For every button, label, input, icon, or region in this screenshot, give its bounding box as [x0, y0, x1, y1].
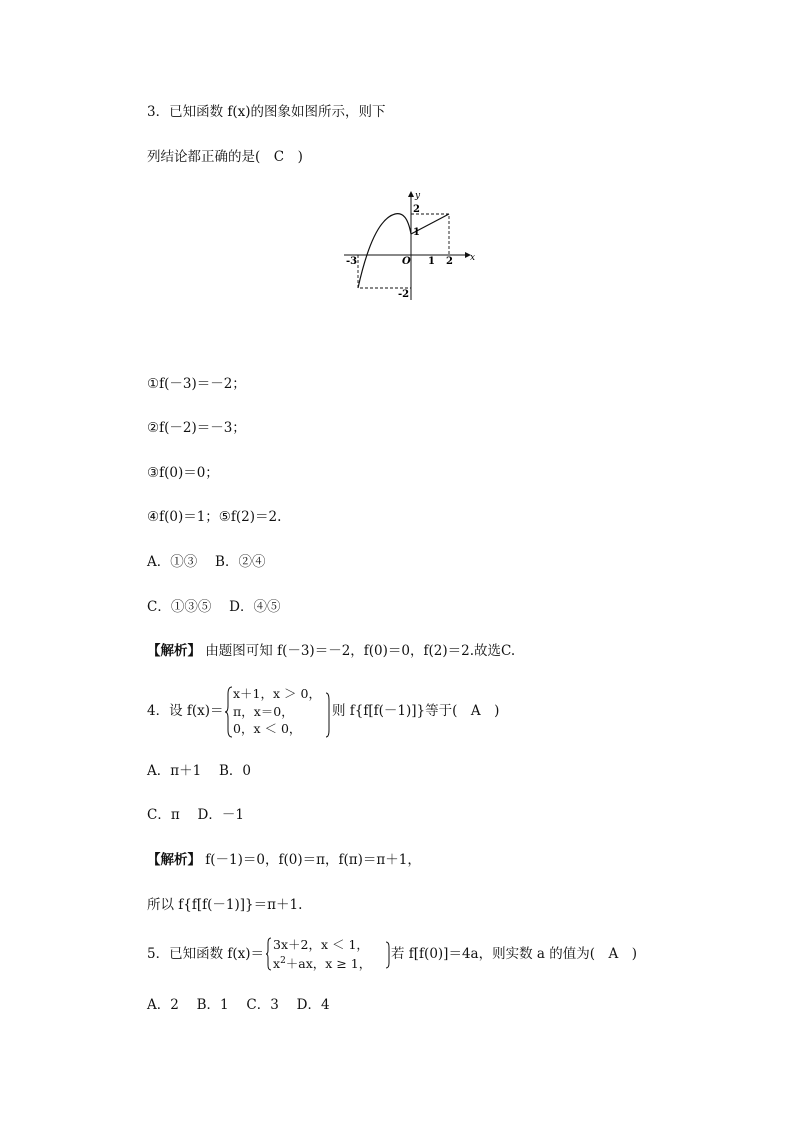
- q4-case3: 0，x ＜ 0，: [233, 721, 302, 736]
- q5-stem: [147, 935, 667, 973]
- q4-options-ab: A．π＋1 B．0: [147, 763, 252, 779]
- analysis-text: 由题图可知 f(－3)＝－2，f(0)＝0，f(2)＝2.故选C.: [201, 643, 516, 659]
- right-brace: [325, 692, 331, 738]
- analysis-text: f(－1)＝0，f(0)＝π，f(π)＝π＋1，: [201, 852, 421, 868]
- q4-analysis: [147, 851, 421, 869]
- q5-case2: $x^2+ax$，x ≥ 1，: [273, 956, 372, 972]
- q3-stem-line2: 列结论都正确的是( C ): [147, 149, 303, 165]
- q4-suffix: 则 f{f[f(－1)]}等于( A ): [332, 703, 500, 719]
- x-tick-label: 2: [446, 256, 453, 267]
- q4-conclusion: 所以 f{f[f(－1)]}＝π＋1.: [147, 897, 303, 913]
- y-tick-label: 2: [413, 204, 420, 215]
- q4-stem: [147, 684, 547, 740]
- q4-options-cd: C．π D．－1: [147, 807, 244, 823]
- q4-case1: x＋1，x ＞ 0，: [233, 686, 321, 701]
- curve-left-branch: [358, 214, 411, 288]
- q5-options: A．2 B．1 C．3 D．4: [147, 997, 330, 1013]
- q4-case2: π，x＝0，: [233, 704, 294, 719]
- x-tick-label: 1: [428, 256, 435, 267]
- q3-analysis: [147, 642, 515, 660]
- q4-prefix: 4．设 f(x)＝: [147, 703, 224, 719]
- left-brace: [225, 686, 233, 738]
- q3-options-cd: C．①③⑤ D．④⑤: [147, 599, 281, 615]
- left-brace: [266, 937, 272, 971]
- q3-item: ③f(0)＝0；: [147, 465, 219, 481]
- function-graph: [340, 188, 480, 308]
- origin-label: O: [402, 256, 411, 267]
- y-tick-label: -2: [398, 289, 410, 300]
- q5-prefix: 5．已知函数 f(x)＝: [147, 946, 265, 962]
- y-axis-label: y: [415, 191, 421, 201]
- x-axis-label: x: [470, 253, 476, 263]
- x-tick-label: -3: [346, 256, 358, 267]
- q5-case1: 3x＋2，x ＜ 1，: [273, 937, 369, 952]
- q5-suffix: 若 f[f(0)]＝4a，则实数 a 的值为( A ): [391, 946, 637, 962]
- q3-stem-line1: 3．已知函数 f(x)的图象如图所示，则下: [147, 104, 386, 120]
- q3-item: ④f(0)＝1；⑤f(2)＝2.: [147, 509, 282, 525]
- q3-item: ②f(－2)＝－3；: [147, 420, 246, 436]
- analysis-tag: 【解析】: [147, 643, 201, 659]
- analysis-tag: 【解析】: [147, 852, 201, 868]
- q3-item: ①f(－3)＝－2；: [147, 376, 246, 392]
- y-tick-label: 1: [413, 227, 420, 238]
- q3-options-ab: A．①③ B．②④: [147, 554, 266, 570]
